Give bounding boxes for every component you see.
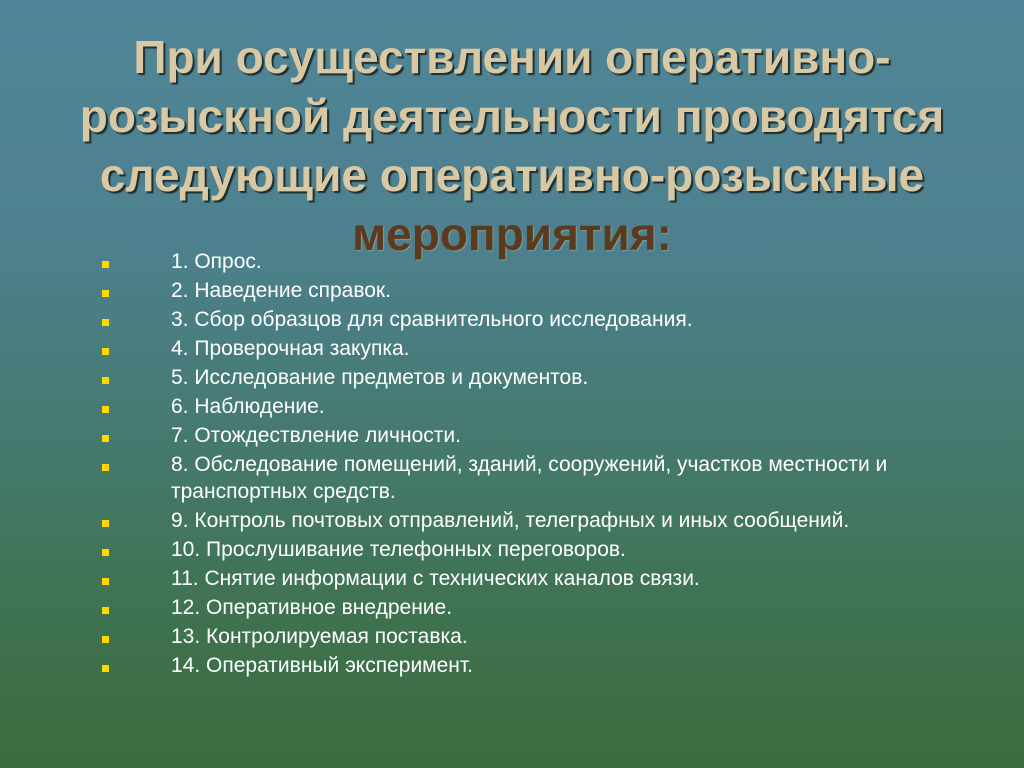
list-item xyxy=(100,565,980,592)
list-item xyxy=(100,451,980,505)
list-item-text: 3. Сбор образцов для сравнительного исследования. xyxy=(171,308,693,331)
bullet-icon xyxy=(102,578,109,585)
bullet-icon xyxy=(102,377,109,384)
bullet-icon xyxy=(102,319,109,326)
list-item xyxy=(100,277,980,304)
list-item-text: 1. Опрос. xyxy=(171,250,262,273)
list-item-text: 5. Исследование предметов и документов. xyxy=(171,366,589,389)
bullet-icon xyxy=(102,549,109,556)
activity-list xyxy=(100,248,980,681)
title-accent-text: мероприятия: xyxy=(352,208,672,260)
list-item-text: 9. Контроль почтовых отправлений, телеграфных и иных сообщений. xyxy=(171,509,850,532)
list-item xyxy=(100,306,980,333)
bullet-icon xyxy=(102,464,109,471)
bullet-icon xyxy=(102,607,109,614)
bullet-icon xyxy=(102,520,109,527)
list-item xyxy=(100,364,980,391)
bullet-icon xyxy=(102,435,109,442)
list-item-text: 10. Прослушивание телефонных переговоров. xyxy=(171,538,626,561)
bullet-icon xyxy=(102,665,109,672)
list-item-text: 14. Оперативный эксперимент. xyxy=(171,654,474,677)
list-item-text: 6. Наблюдение. xyxy=(171,395,325,418)
bullet-icon xyxy=(102,261,109,268)
list-item xyxy=(100,335,980,362)
bullet-icon xyxy=(102,406,109,413)
bullet-icon xyxy=(102,636,109,643)
slide-title xyxy=(60,28,964,264)
list-item xyxy=(100,623,980,650)
list-item xyxy=(100,393,980,420)
list-item xyxy=(100,652,980,679)
list-item-text: 8. Обследование помещений, зданий, сооружений, участков местности и транспортных средств. xyxy=(171,453,888,503)
list-item-text: 4. Проверочная закупка. xyxy=(171,337,410,360)
list-item-text: 12. Оперативное внедрение. xyxy=(171,596,453,619)
list-item-text: 7. Отождествление личности. xyxy=(171,424,461,447)
bullet-icon xyxy=(102,290,109,297)
list-item-text: 13. Контролируемая поставка. xyxy=(171,625,468,648)
list-item xyxy=(100,594,980,621)
list-item xyxy=(100,422,980,449)
list-item-text: 11. Снятие информации с технических каналов связи. xyxy=(171,567,700,590)
title-main-text: При осуществлении оперативно-розыскной деятельности проводятся следующие оперативно-розыскные xyxy=(79,31,945,201)
bullet-icon xyxy=(102,348,109,355)
list-item xyxy=(100,536,980,563)
list-item xyxy=(100,507,980,534)
list-item xyxy=(100,248,980,275)
list-item-text: 2. Наведение справок. xyxy=(171,279,391,302)
